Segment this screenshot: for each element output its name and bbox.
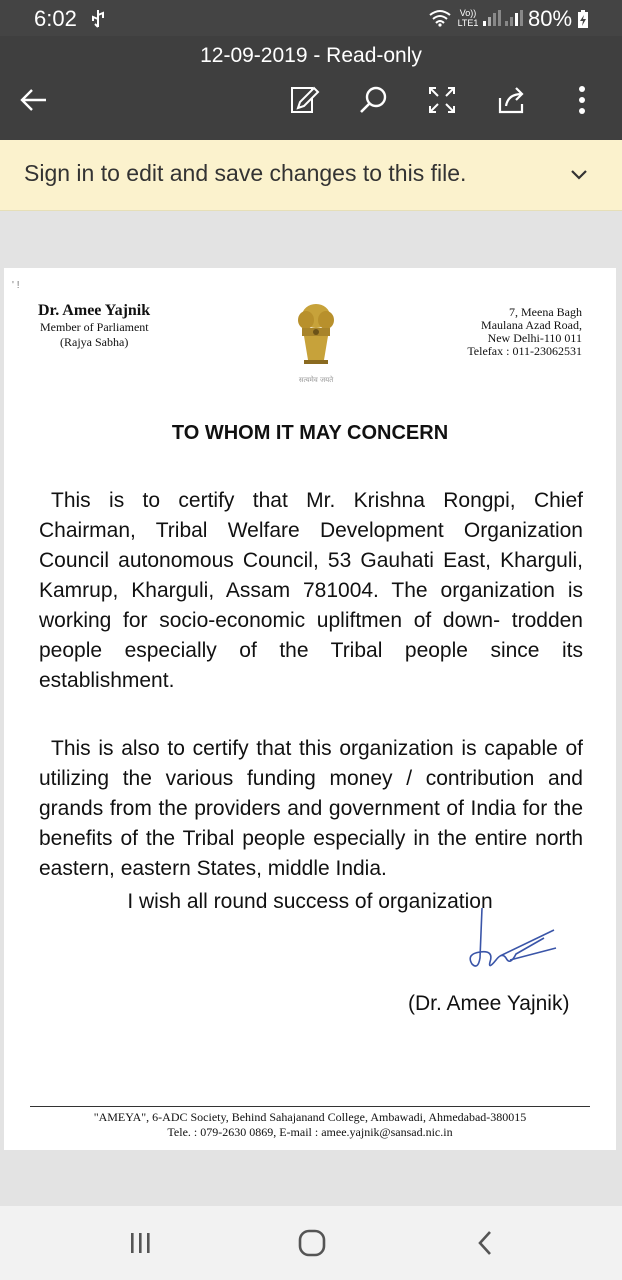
document-page <box>4 268 616 1150</box>
status-bar <box>0 0 622 36</box>
banner-text: Sign in to edit and save changes to this file. <box>24 160 467 186</box>
more-vert-icon[interactable] <box>564 82 600 118</box>
wifi-icon <box>428 9 452 27</box>
footer-address: "AMEYA", 6-ADC Society, Behind Sahajanand College, Ambawadi, Ahmedabad-380015 <box>93 1110 527 1124</box>
margin-mark: ' ! <box>12 280 20 291</box>
letterhead-address <box>467 306 582 358</box>
battery-charging-icon <box>577 9 589 29</box>
document-title: 12-09-2019 - Read-only <box>200 44 422 67</box>
chevron-down-icon[interactable] <box>568 164 590 186</box>
back-icon[interactable] <box>466 1226 506 1260</box>
status-time: 6:02 <box>34 6 77 31</box>
address-line: Maulana Azad Road, <box>481 318 582 332</box>
emblem-caption: सत्यमेव जयते <box>298 376 334 384</box>
search-icon[interactable] <box>356 82 392 118</box>
letterhead-sender <box>38 302 150 350</box>
fullscreen-icon[interactable] <box>424 82 460 118</box>
sender-house: (Rajya Sabha) <box>60 335 129 349</box>
national-emblem-icon <box>288 298 344 388</box>
battery-percent: 80% <box>528 6 573 31</box>
system-nav-bar <box>0 1206 622 1280</box>
recents-icon[interactable] <box>120 1226 160 1260</box>
back-arrow-icon[interactable] <box>16 82 52 118</box>
paragraph-1: This is to certify that Mr. Krishna Rongpi, Chief Chairman, Tribal Welfare Development Organization Council autonomous Council, 53 Gauhati East, Kharguli, Kamrup, Kharguli, Assam 781004. The organization is working for socio-economic upliftmen of down- trodden people especially of the Tribal people since its establishment. <box>39 489 583 692</box>
paragraph-2: This is also to certify that this organization is capable of utilizing the various funding money / contribution and grands from the providers and government of India for the benefits of the Tribal people especially in the entire north eastern, eastern States, middle India. <box>39 737 583 880</box>
sender-name: Dr. Amee Yajnik <box>38 302 151 319</box>
address-line: New Delhi-110 011 <box>487 331 582 345</box>
letter-heading: TO WHOM IT MAY CONCERN <box>171 422 449 444</box>
edit-icon[interactable] <box>286 82 322 118</box>
signal-icon-2 <box>504 9 524 27</box>
app-bar <box>0 36 622 140</box>
usb-debug-icon <box>90 9 106 29</box>
address-line: 7, Meena Bagh <box>509 305 582 319</box>
signature <box>444 908 574 988</box>
sender-role: Member of Parliament <box>40 320 149 334</box>
closing-line: I wish all round success of organization <box>127 890 493 913</box>
address-line: Telefax : 011-23062531 <box>467 344 582 358</box>
signal-icon <box>482 9 502 27</box>
signatory-name: (Dr. Amee Yajnik) <box>408 992 570 1015</box>
sign-in-banner[interactable] <box>0 140 622 211</box>
footer-contact: Tele. : 079-2630 0869, E-mail : amee.yajnik@sansad.nic.in <box>167 1125 453 1139</box>
share-icon[interactable] <box>494 82 530 118</box>
home-icon[interactable] <box>292 1226 332 1260</box>
volte-label: Vo)) LTE1 <box>457 8 479 28</box>
footer-divider <box>30 1106 590 1107</box>
